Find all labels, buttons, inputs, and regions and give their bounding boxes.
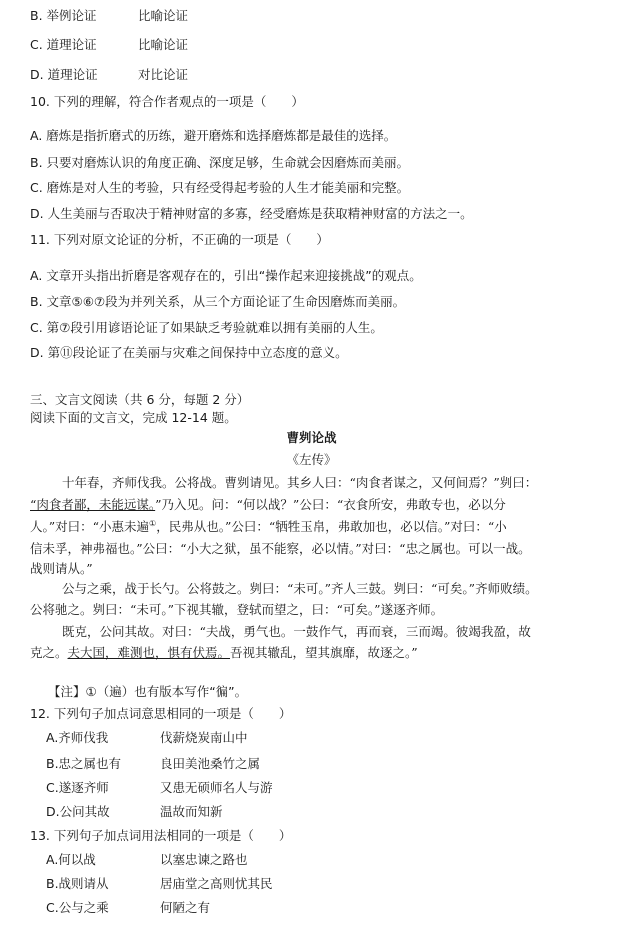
passage-line: 十年春，齐师伐我。公将战。曹刿请见。其乡人曰：“肉食者谋之，又何间焉？”刿曰： [62, 475, 538, 490]
q13-stem: 13. 下列句子加点词用法相同的一项是（ ） [30, 828, 292, 843]
passage-line: 信未孚，神弗福也。”公曰：“小大之狱，虽不能察，必以情。”对曰：“忠之属也。可以一战。 [30, 541, 531, 556]
q12-option-c: C.遂逐齐师 又患无硕师名人与游 [46, 780, 273, 795]
section-heading: 三、文言文阅读（共 6 分，每题 2 分） [30, 392, 250, 407]
passage-line: 战则请从。” [30, 561, 93, 576]
passage-line: 克之。夫大国，难测也，惧有伏焉。吾视其辙乱，望其旗靡，故逐之。” [30, 645, 418, 660]
underlined-sentence: “肉食者鄙，未能远谋。 [30, 497, 156, 512]
passage-line: 公与之乘，战于长勺。公将鼓之。刿曰：“未可。”齐人三鼓。刿曰：“可矣。”齐师败绩。 [62, 581, 538, 596]
q9-option-b: B. 举例论证 比喻论证 [30, 8, 189, 23]
q11-option-b: B. 文章⑤⑥⑦段为并列关系，从三个方面论证了生命因磨炼而美丽。 [30, 294, 406, 309]
underlined-sentence: 夫大国，难测也，惧有伏焉。 [67, 645, 231, 660]
footnote: 【注】①（遍）也有版本写作“徧”。 [48, 684, 248, 699]
q13-option-c: C.公与之乘 何陋之有 [46, 900, 211, 915]
q11-stem: 11. 下列对原文论证的分析，不正确的一项是（ ） [30, 232, 329, 247]
passage-line: 公将驰之。刿曰：“未可。”下视其辙，登轼而望之，曰：“可矣。”遂逐齐师。 [30, 602, 444, 617]
q10-option-c: C. 磨炼是对人生的考验，只有经受得起考验的人生才能美丽和完整。 [30, 180, 410, 195]
passage-line: 人。”对曰：“小惠未遍①，民弗从也。”公曰：“牺牲玉帛，弗敢加也，必以信。”对曰：“小 [30, 518, 507, 534]
section-instruction: 阅读下面的文言文，完成 12-14 题。 [30, 410, 237, 425]
q12-option-a: A.齐师伐我 伐薪烧炭南山中 [46, 730, 248, 745]
q9-option-c: C. 道理论证 比喻论证 [30, 37, 189, 52]
q10-stem: 10. 下列的理解，符合作者观点的一项是（ ） [30, 94, 304, 109]
passage-source: 《左传》 [286, 452, 337, 467]
q10-option-a: A. 磨炼是指折磨式的历练，避开磨炼和选择磨炼都是最佳的选择。 [30, 128, 397, 143]
q13-option-a: A.何以战 以塞忠谏之路也 [46, 852, 248, 867]
q12-option-d: D.公问其故 温故而知新 [46, 804, 223, 819]
q10-option-b: B. 只要对磨炼认识的角度正确、深度足够，生命就会因磨炼而美丽。 [30, 155, 410, 170]
q11-option-a: A. 文章开头指出折磨是客观存在的，引出“操作起来迎接挑战”的观点。 [30, 268, 422, 283]
q10-option-d: D. 人生美丽与否取决于精神财富的多寡，经受磨炼是获取精神财富的方法之一。 [30, 206, 473, 221]
q13-option-b: B.战则请从 居庙堂之高则忧其民 [46, 876, 273, 891]
q11-option-d: D. 第⑪段论证了在美丽与灾难之间保持中立态度的意义。 [30, 345, 348, 360]
passage-title: 曹刿论战 [286, 430, 337, 445]
q12-stem: 12. 下列句子加点词意思相同的一项是（ ） [30, 706, 292, 721]
q11-option-c: C. 第⑦段引用谚语论证了如果缺乏考验就难以拥有美丽的人生。 [30, 320, 383, 335]
q12-option-b: B.忠之属也有 良田美池桑竹之属 [46, 756, 261, 771]
passage-line: 既克，公问其故。对曰：“夫战，勇气也。一鼓作气，再而衰，三而竭。彼竭我盈，故 [62, 624, 531, 639]
footnote-marker: ① [149, 518, 157, 528]
q9-option-d: D. 道理论证 对比论证 [30, 67, 189, 82]
passage-line: “肉食者鄙，未能远谋。”乃入见。问：“何以战？”公曰：“衣食所安，弗敢专也，必以分 [30, 497, 506, 512]
